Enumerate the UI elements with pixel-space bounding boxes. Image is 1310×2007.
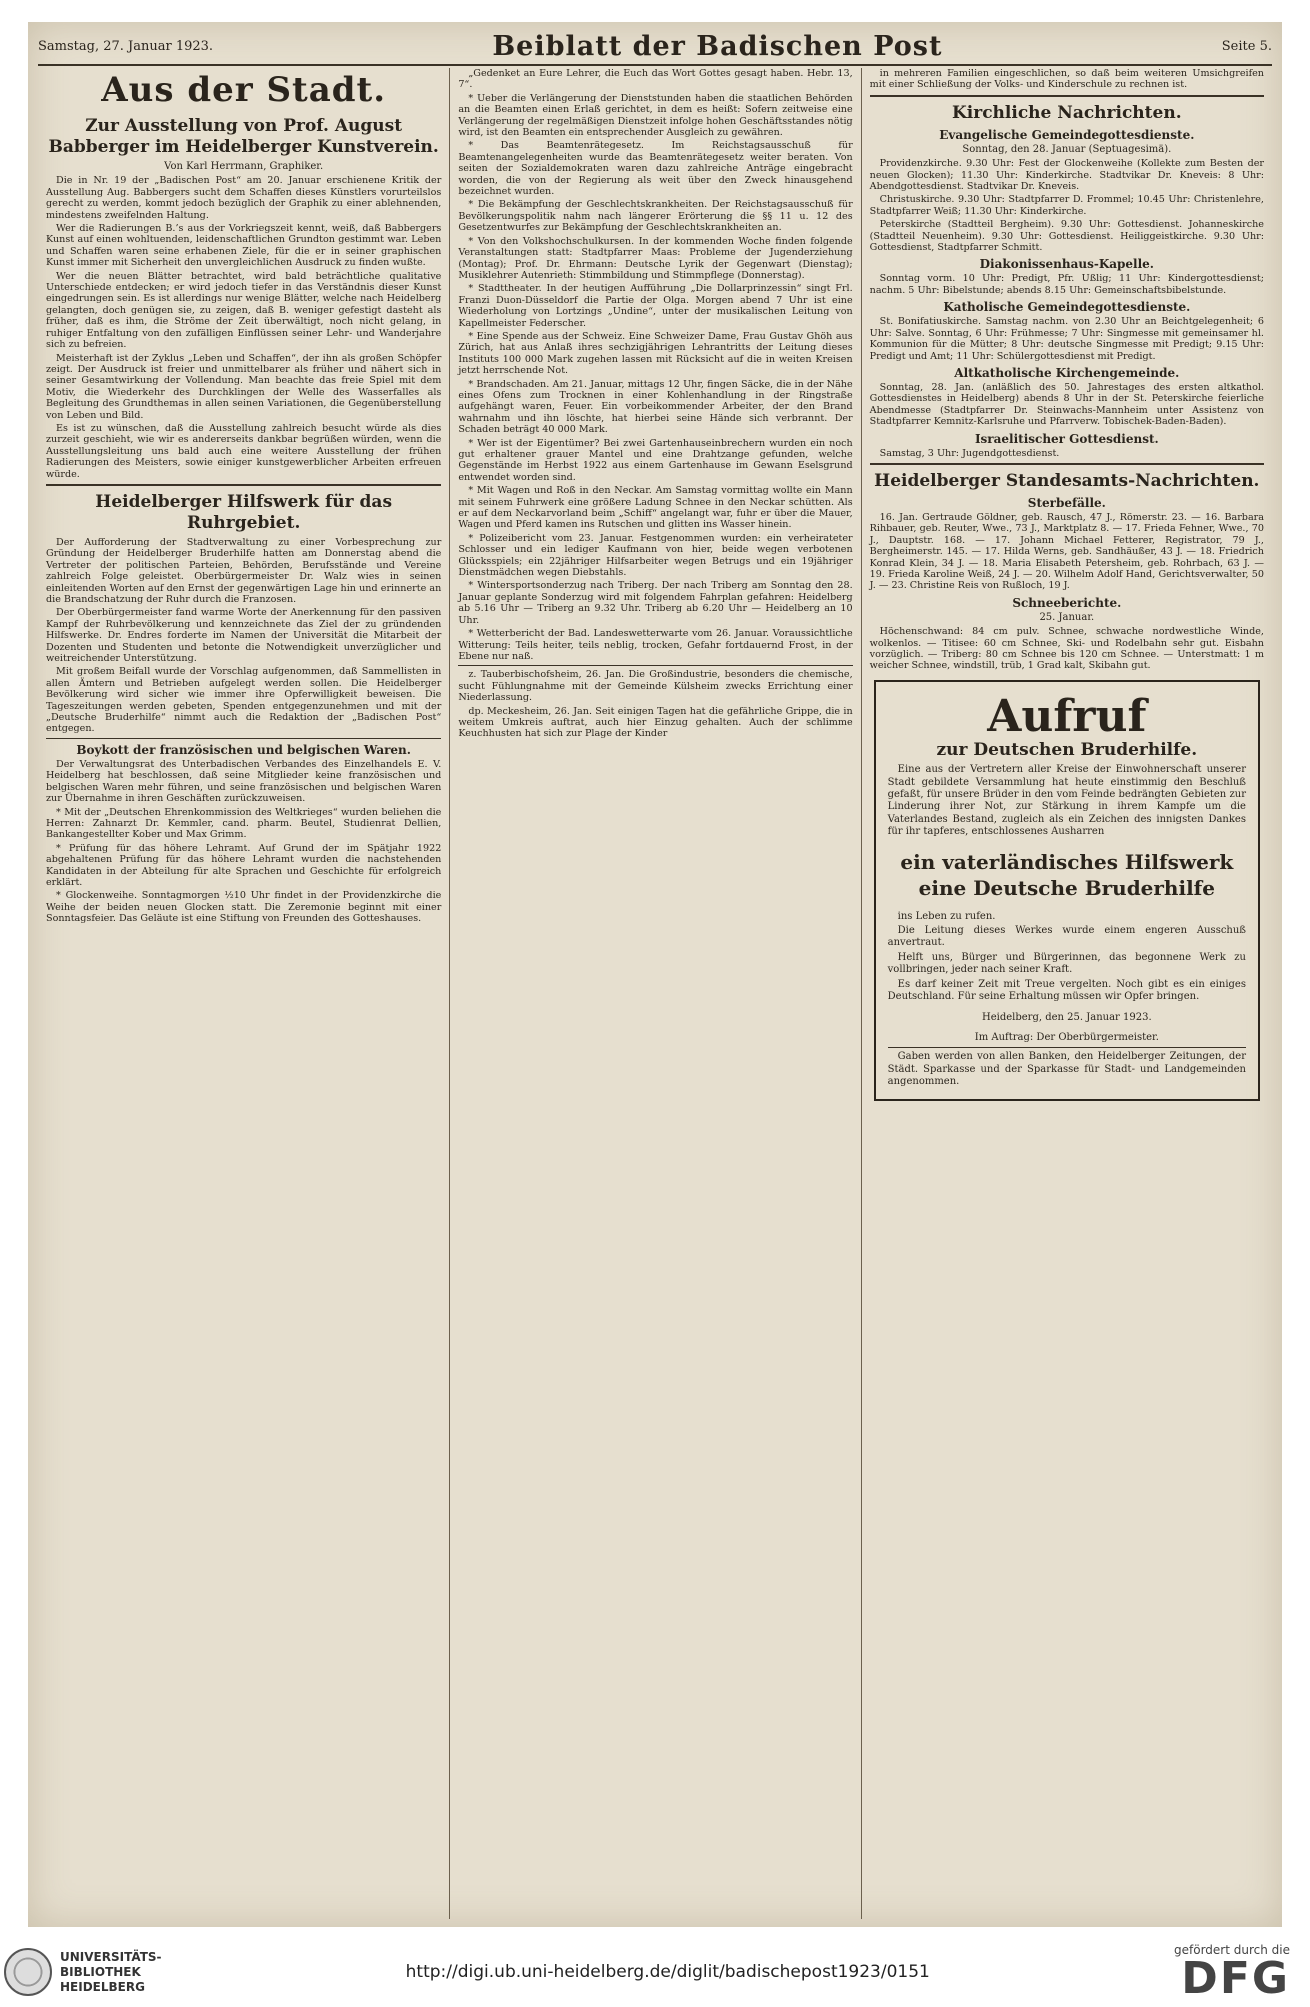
funded-by-text: gefördert durch die	[1174, 1943, 1290, 1957]
registry-subtitle: Sterbefälle.	[1027, 495, 1106, 510]
columns	[38, 68, 1272, 1919]
column-3	[861, 68, 1272, 1919]
paragraph: * Brandschaden. Am 21. Januar, mittags 12 Uhr, fingen Säcke, die in der Nähe eines Ofens zum Trocknen in einer Kohlenhandlung in der Ringstraße aufgehängt waren, Feuer. Ein vorbeikommender Arbeiter, der den Brand wahrnahm und ihn löschte, hat hierbei seine Hände sich verbrannt. Der Schaden beträgt 40 000 Mark.	[458, 378, 853, 436]
library-logo[interactable]	[4, 1948, 162, 1996]
paragraph: Höchenschwand: 84 cm pulv. Schnee, schwache nordwestliche Winde, wolkenlos. — Titisee: 60 cm Schnee, Ski- und Rodelbahn sehr gut. Eisbahn vorzüglich. — Triberg: 80 cm Schnee bis 120 cm Schnee. — Unterstmatt: 1 m weicher Schnee, windstill, trüb, 1 Grad kalt, Skibahn gut.	[869, 626, 1264, 672]
library-name	[60, 1950, 162, 1995]
library-line-1: UNIVERSITÄTS-	[60, 1949, 162, 1964]
paragraph: Christuskirche. 9.30 Uhr: Stadtpfarrer D. Frommel; 10.45 Uhr: Christenlehre, Stadtpfarrer Weiß; 11.30 Uhr: Kinderkirche.	[869, 194, 1264, 217]
paragraph: * Stadttheater. In der heutigen Aufführung „Die Dollarprinzessin“ singt Frl. Franzi Duon-Düsseldorf die Partie der Olga. Morgen abend 7 Uhr ist eine Wiederholung von Lortzings „Undine“, unter der musikalischen Leitung von Kapellmeister Federscher.	[458, 283, 853, 329]
altcatholic-title: Altkatholische Kirchengemeinde.	[954, 365, 1180, 380]
paragraph: * Wintersportsonderzug nach Triberg. Der nach Triberg am Sonntag den 28. Januar geplante Sonderzug wird mit folgendem Fahrplan gefahren: Heidelberg ab 5.16 Uhr — Triberg an 9.32 Uhr. Triberg ab 6.20 Uhr — Heidelberg an 10 Uhr.	[458, 580, 853, 626]
paragraph: Es ist zu wünschen, daß die Ausstellung zahlreich besucht würde als dies zurzeit geschieht, wie wir es andererseits dankbar begrüßen würden, wenn die Ausstellungsleitung uns bald auch eine weitere Ausstellung der frühen Radierungen des Meisters, sowie einiger kunstgewerblicher Arbeiten erfreuen würde.	[46, 422, 442, 480]
paragraph: in mehreren Familien eingeschlichen, so daß beim weiteren Umsichgreifen mit einer Schließung der Volks- und Kinderschule zu rechnen ist.	[869, 68, 1264, 91]
appeal-signature: Im Auftrag: Der Oberbürgermeister.	[974, 1031, 1159, 1043]
paragraph: Die in Nr. 19 der „Badischen Post“ am 20. Januar erschienene Kritik der Ausstellung Aug. Babbergers sucht dem Schaffen dieses Künstlers vorurteilslos gerecht zu werden, kommt jedoch bezüglich der Graphik zu einer ablehnenden, mindestens zweifelnden Haltung.	[46, 175, 442, 221]
paragraph: Sonntag, 28. Jan. (anläßlich des 50. Jahrestages des ersten altkathol. Gottesdienstes in Heidelberg) abends 8 Uhr in der St. Peterskirche feierliche Abendmesse (Stadtpfarrer Dr. Steinwachs-Mannheim unter Assistenz von Stadtpfarrer Kemnitz-Karlsruhe und Pfarrverw. Tobischek-Baden-Baden).	[869, 381, 1264, 428]
divider	[870, 463, 1264, 465]
article-title: Heidelberger Hilfswerk für das Ruhrgebiet.	[95, 491, 393, 533]
column-1	[38, 68, 449, 1919]
dfg-logo[interactable]	[1174, 1943, 1290, 2004]
appeal-subtitle: zur Deutschen Bruderhilfe.	[936, 739, 1198, 760]
paragraph: * Eine Spende aus der Schweiz. Eine Schweizer Dame, Frau Gustav Ghöh aus Zürich, hat aus Anlaß ihres sechzigjährigen Lehrantritts der Leitung dieses Instituts 100 000 Mark zugehen lassen mit Rücksicht auf die in weiten Kreisen jetzt herrschende Not.	[458, 330, 853, 377]
paragraph: Gaben werden von allen Banken, den Heidelberger Zeitungen, der Städt. Sparkasse und der Sparkasse für Stadt- und Landgemeinden angenommen.	[887, 1051, 1246, 1088]
catholic-title: Katholische Gemeindegottesdienste.	[943, 300, 1191, 315]
paragraph: Der Aufforderung der Stadtverwaltung zu einer Vorbesprechung zur Gründung der Heidelberger Bruderhilfe hatten am Donnerstag abend die Vertreter der politischen Parteien, Behörden, Berufsstände und Vereine zahlreich Folge geleistet. Oberbürgermeister Dr. Walz wies in seinen einleitenden Worten auf den Ernst der gegenwärtigen Lage hin und erinnerte an die Brandschatzung der Ruhr durch die Franzosen.	[46, 536, 442, 605]
snow-report-title: Schneeberichte.	[1012, 595, 1122, 610]
newspaper-page	[28, 22, 1282, 1927]
divider	[46, 738, 441, 739]
masthead	[38, 28, 1272, 66]
newspaper-title: Beiblatt der Badischen Post	[492, 30, 943, 62]
article-title: Boykott der französischen und belgischen Waren.	[76, 742, 411, 757]
byline: Von Karl Herrmann, Graphiker.	[164, 161, 324, 172]
paragraph: * Wer ist der Eigentümer? Bei zwei Gartenhauseinbrechern wurden ein noch gut erhaltener grauer Mantel und eine Drahtzange gefunden, welche Gegenstände im Herbst 1922 aus einem Gartenhause im Gewann Eselsgrund entwendet worden sind.	[458, 437, 853, 483]
paragraph: Peterskirche (Stadtteil Bergheim). 9.30 Uhr: Gottesdienst. Johanneskirche (Stadtteil Neuenheim). 9.30 Uhr: Gottesdienst. Heiliggeistkirche. 9.30 Uhr: Gottesdienst, Stadtpfarrer Schmitt.	[869, 219, 1264, 254]
paragraph: „Gedenket an Eure Lehrer, die Euch das Wort Gottes gesagt haben. Hebr. 13, 7“.	[458, 68, 853, 91]
page-number: Seite 5.	[1221, 38, 1272, 54]
paragraph: * Das Beamtenrätegesetz. Im Reichstagsausschuß für Beamtenangelegenheiten wurde das Beamtenrätegesetz weiter beraten. Von seiten der Sozialdemokraten waren dazu zahlreiche Anträge eingebracht worden, die von der Regierung als weit über den Zweck hinausgehend bezeichnet wurden.	[458, 140, 853, 198]
appeal-title: Aufruf	[987, 690, 1147, 742]
article-title: Zur Ausstellung von Prof. August Babberger im Heidelberger Kunstverein.	[48, 116, 439, 157]
paragraph: Es darf keiner Zeit mit Treue vergelten. Noch gibt es ein einiges Deutschland. Für seine Erhaltung müssen wir Opfer bringen.	[887, 978, 1246, 1003]
paragraph: * Mit Wagen und Roß in den Neckar. Am Samstag vormittag wollte ein Mann mit seinem Fuhrwerk eine größere Ladung Schnee in den Neckar schütten. Als er auf dem Neckarvorland beim „Schiff“ angelangt war, fuhr er über die Mauer, Wagen und Pferd kamen ins Rutschen und glitten ins Wasser hinein.	[458, 485, 853, 531]
paragraph: * Von den Volkshochschulkursen. In der kommenden Woche finden folgende Veranstaltungen statt: Stadtpfarrer Maas: Probleme der Jugenderziehung (Montag); Prof. Dr. Ehrmann: Deutsche Lyrik der Gegenwart (Dienstag); Musiklehrer Autenrieth: Stimmbildung und Stimmpflege (Donnerstag).	[458, 235, 853, 281]
footer	[0, 1937, 1310, 2007]
divider	[888, 1047, 1246, 1048]
paragraph: Providenzkirche. 9.30 Uhr: Fest der Glockenweihe (Kollekte zum Besten der neuen Glocken); 11.30 Uhr: Kinderkirche. Stadtvikar Dr. Kneveis: 8 Uhr: Abendgottesdienst. Stadtvikar Dr. Kneveis.	[869, 158, 1264, 193]
paragraph: Sonntag vorm. 10 Uhr: Predigt, Pfr. Ußlig; 11 Uhr: Kindergottesdienst; nachm. 5 Uhr: Bibelstunde; abends 8.15 Uhr: Gemeinschaftsbibelstunde.	[869, 273, 1264, 296]
church-date: Sonntag, den 28. Januar (Septuagesimä).	[962, 143, 1172, 155]
paragraph: z. Tauberbischofsheim, 26. Jan. Die Großindustrie, besonders die chemische, sucht Fühlungnahme mit der Gemeinde Külsheim zwecks Errichtung einer Niederlassung.	[458, 669, 853, 704]
university-seal-icon	[4, 1948, 52, 1996]
deaconess-title: Diakonissenhaus-Kapelle.	[979, 257, 1154, 272]
paragraph: Mit großem Beifall wurde der Vorschlag aufgenommen, daß Sammellisten in allen Ämtern und Betrieben aufgelegt werden sollen. Die Heidelberger Bevölkerung wird sicher wie immer ihre Opferwilligkeit beweisen. Die Tageszeitungen werden gebeten, Spenden entgegenzunehmen und mit der „Deutsche Bruderhilfe“ nimmt auch die Redaktion der „Badischen Post“ entgegen.	[46, 666, 442, 735]
column-2	[449, 68, 860, 1919]
paragraph: * Mit der „Deutschen Ehrenkommission des Weltkrieges“ wurden beliehen die Herren: Zahnarzt Dr. Kemmler, cand. pharm. Beutel, Studienrat Dellien, Bankangestellter Kober und Max Grimm.	[46, 806, 442, 841]
paragraph: * Polizeibericht vom 23. Januar. Festgenommen wurden: ein verheirateter Schlosser und ein lediger Kaufmann von hier, beide wegen verbotenen Glücksspiels; ein 22jähriger Hilfsarbeiter wegen Betrugs und ein 19jähriger Dienstmädchen wegen Diebstahls.	[458, 532, 853, 579]
paragraph: Meisterhaft ist der Zyklus „Leben und Schaffen“, der ihn als großen Schöpfer zeigt. Der Ausdruck ist freier und unmittelbarer als früher und nähert sich in seiner Gesamtwirkung der Vollendung. Man beachte das freie Spiel mit dem Motiv, die Wiederkehr des Durchklingen der Welle des Wasserfalles als Begleitung des Grundthemas in allen seinen Variationen, die Gegenüberstellung von Leben und Bild.	[46, 352, 442, 421]
paragraph: * Wetterbericht der Bad. Landeswetterwarte vom 26. Januar. Voraussichtliche Witterung: Teils heiter, teils neblig, trocken, Gefahr fortdauernd Frost, in der Ebene nur naß.	[458, 628, 853, 662]
snow-report-date: 25. Januar.	[1039, 611, 1095, 623]
paragraph: Wer die neuen Blätter betrachtet, wird bald beträchtliche qualitative Unterschiede entdecken; er wird jedoch tiefer in das Verständnis dieser Kunst eingedrungen sein. Es ist allerdings nur wenige Blätter, welche nach Heidelberg gelangten, doch genügen sie, zu zeigen, daß B. weniger gefestigt dasteht als früher, daß es ihm, die Ströme der Zeit überwältigt, noch nicht gelang, in ruhiger Entfaltung von den zufälligen Einflüssen seiner Lehr- und Wanderjahre sich zu befreien.	[46, 270, 442, 351]
appeal-headline: ein vaterländisches Hilfswerk eine Deutsche Bruderhilfe	[900, 849, 1234, 900]
source-url-link[interactable]: http://digi.ub.uni-heidelberg.de/diglit/badischepost1923/0151	[405, 1962, 930, 1982]
paragraph: * Ueber die Verlängerung der Dienststunden haben die staatlichen Behörden an die Beamten einen Erlaß gerichtet, in dem es heißt: Sofern zeitweise eine Verlängerung der regelmäßigen Dienstzeit infolge hohen Geschäftsstandes nötig wird, ist den Beamten ein entsprechender Ausgleich zu gewähren.	[458, 92, 853, 139]
appeal-place-date: Heidelberg, den 25. Januar 1923.	[982, 1011, 1152, 1023]
israelite-title: Israelitischer Gottesdienst.	[974, 431, 1159, 446]
registry-title: Heidelberger Standesamts-Nachrichten.	[874, 470, 1260, 491]
paragraph: * Prüfung für das höhere Lehramt. Auf Grund der im Spätjahr 1922 abgehaltenen Prüfung für das höhere Lehramt wurden die nachstehenden Kandidaten in der Abteilung für alte Sprachen und Geschichte für erfolgreich erklärt.	[46, 842, 442, 888]
paragraph: Samstag, 3 Uhr: Jugendgottesdienst.	[879, 447, 1060, 459]
paragraph: St. Bonifatiuskirche. Samstag nachm. von 2.30 Uhr an Beichtgelegenheit; 6 Uhr: Salve. Sonntag, 6 Uhr: Frühmesse; 7 Uhr: Singmesse mit gemeinsamer hl. Kommunion für die Mütter; 8 Uhr: deutsche Singmesse mit Predigt; 9.15 Uhr: Predigt und Amt; 11 Uhr: Schülergottesdienst mit Predigt.	[869, 316, 1264, 362]
issue-date: Samstag, 27. Januar 1923.	[38, 38, 214, 54]
appeal-box	[874, 680, 1260, 1101]
library-line-3: HEIDELBERG	[60, 1979, 145, 1994]
paragraph: ins Leben zu rufen.	[897, 910, 996, 922]
library-line-2: BIBLIOTHEK	[60, 1964, 141, 1979]
dfg-wordmark: DFG	[1181, 1953, 1290, 2004]
paragraph: Die Leitung dieses Werkes wurde einem engeren Ausschuß anvertraut.	[887, 925, 1246, 949]
paragraph: dp. Meckesheim, 26. Jan. Seit einigen Tagen hat die gefährliche Grippe, die in weitem Umkreis auftrat, auch hier Einzug gehalten. Auch der schlimme Keuchhusten hat sich zur Plage der Kinder	[458, 705, 853, 740]
paragraph: * Die Bekämpfung der Geschlechtskrankheiten. Der Reichstagsausschuß für Bevölkerungspolitik nahm nach längerer Erörterung die §§ 11 u. 12 des Gesetzentwurfes zur Bekämpfung der Geschlechtskrankheiten an.	[458, 199, 853, 234]
paragraph: * Glockenweihe. Sonntagmorgen ½10 Uhr findet in der Providenzkirche die Weihe der beiden neuen Glocken statt. Die Zeremonie beginnt mit einer Sonntagsfeier. Das Geläute ist eine Stiftung von Freunden des Gotteshauses.	[46, 890, 442, 925]
divider	[458, 665, 852, 666]
paragraph: Wer die Radierungen B.’s aus der Vorkriegszeit kennt, weiß, daß Babbergers Kunst auf einen wohltuenden, leidenschaftlichen Grundton gestimmt war. Leben und Schaffen waren seine erhabenen Ziele, für die er in seiner graphischen Kunst immer mit Sicherheit den unvergleichlichen Ausdruck zu finden wußte.	[46, 223, 442, 269]
divider	[870, 95, 1264, 97]
paragraph: Der Oberbürgermeister fand warme Worte der Anerkennung für den passiven Kampf der Ruhrbevölkerung und kennzeichnete das Ziel der zu gründenden Hilfswerke. Dr. Endres forderte im Namen der Universität die Mitarbeit der Dozenten und Studenten und betonte die Notwendigkeit unverzüglicher und weitreichender Unterstützung.	[46, 607, 442, 665]
paragraph: Der Verwaltungsrat des Unterbadischen Verbandes des Einzelhandels E. V. Heidelberg hat beschlossen, daß seine Mitglieder keine französischen und belgischen Waren mehr führen, und seine französischen und belgischen Waren zur Übernahme in ihren Geschäften zurückzuweisen.	[46, 758, 442, 805]
church-news-title: Kirchliche Nachrichten.	[952, 102, 1182, 123]
church-subtitle: Evangelische Gemeindegottesdienste.	[939, 127, 1195, 142]
paragraph: Helft uns, Bürger und Bürgerinnen, das begonnene Werk zu vollbringen, jeder nach seiner Kraft.	[887, 951, 1246, 976]
divider	[46, 484, 441, 486]
paragraph: 16. Jan. Gertraude Göldner, geb. Rausch, 47 J., Römerstr. 23. — 16. Barbara Rihbauer, geb. Reuter, Wwe., 73 J., Marktplatz 8. — 17. Frieda Fehner, Wwe., 70 J., Dauptstr. 168. — 17. Johann Michael Fetterer, Registrator, 79 J., Bergheimerstr. 145. — 17. Hilda Werns, geb. Sandhäußer, 43 J. — 18. Friedrich Konrad Klein, 34 J. — 18. Maria Elisabeth Petersheim, geb. Rohrbach, 63 J. — 19. Frieda Karoline Weiß, 24 J. — 20. Wilhelm Adolf Hand, Gerichtsverwalter, 50 J. — 23. Christine Reis von Rußloch, 19 J.	[869, 511, 1264, 592]
paragraph: Eine aus der Vertretern aller Kreise der Einwohnerschaft unserer Stadt gebildete Versammlung hat heute einstimmig den Beschluß gefaßt, für unsere Brüder in den vom Feinde bedrängten Gebieten zur Linderung ihrer Not, zur Stärkung in ihrem Kampfe um die Vaterlandes Bestand, zugleich als ein Zeichen des innigsten Dankes für ihr tapferes, entschlossenes Ausharren	[887, 764, 1246, 838]
section-heading: Aus der Stadt.	[101, 70, 387, 110]
